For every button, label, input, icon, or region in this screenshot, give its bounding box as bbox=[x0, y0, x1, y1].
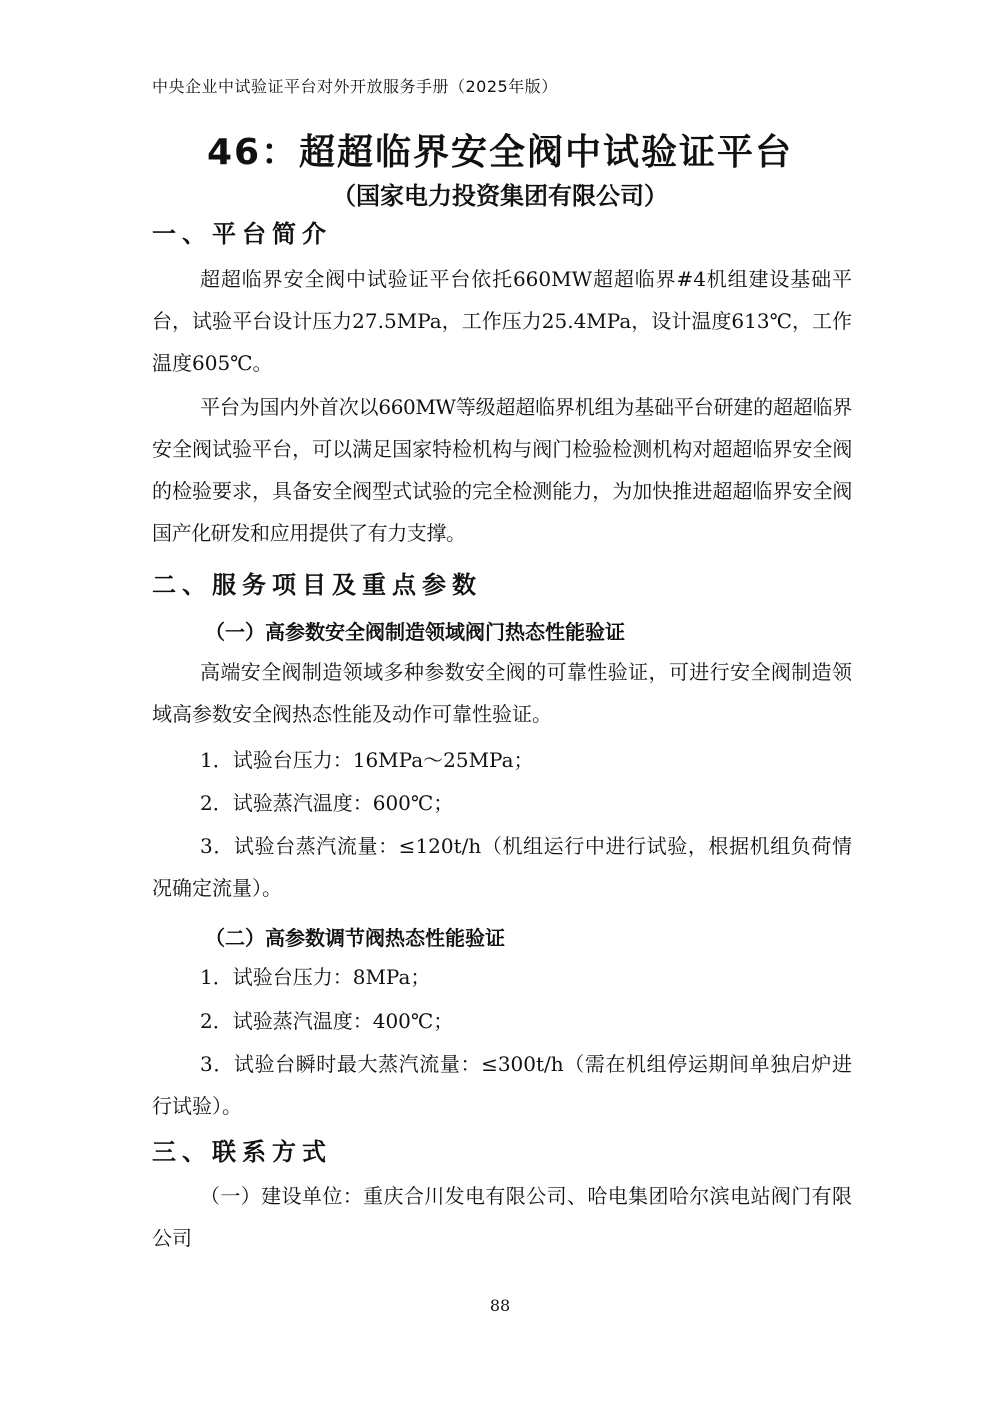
list-item-flow-2: 3．试验台瞬时最大蒸汽流量：≤300t/h（需在机组停运期间单独启炉进行试验）。 bbox=[152, 1052, 852, 1118]
page-subtitle: （国家电力投资集团有限公司） bbox=[332, 182, 668, 210]
paragraph-safety-valve-intro: 高端安全阀制造领域多种参数安全阀的可靠性验证，可进行安全阀制造领域高参数安全阀热态性能及动作可靠性验证。 bbox=[152, 660, 852, 726]
page-title: 46：超超临界安全阀中试验证平台 bbox=[206, 132, 794, 173]
paragraph-platform-basis: 超超临界安全阀中试验证平台依托660MW超超临界#4机组建设基础平台，试验平台设计压力27.5MPa，工作压力25.4MPa，设计温度613℃，工作温度605℃。 bbox=[152, 267, 852, 375]
page-number: 88 bbox=[489, 1296, 511, 1315]
subsection-heading-safety-valve: （一）高参数安全阀制造领域阀门热态性能验证 bbox=[205, 620, 625, 644]
list-item-temperature: 2．试验蒸汽温度：600℃； bbox=[200, 791, 454, 815]
list-item-flow: 3．试验台蒸汽流量：≤120t/h（机组运行中进行试验，根据机组负荷情况确定流量）。 bbox=[152, 834, 852, 900]
list-item-pressure: 1．试验台压力：16MPa～25MPa； bbox=[200, 748, 534, 772]
running-header: 中央企业中试验证平台对外开放服务手册（2025年版） bbox=[152, 77, 558, 96]
list-item-temperature-2: 2．试验蒸汽温度：400℃； bbox=[200, 1009, 454, 1033]
section-heading-platform-intro: 一、平台简介 bbox=[152, 220, 332, 248]
list-item-pressure-2: 1．试验台压力：8MPa； bbox=[200, 965, 431, 989]
subsection-heading-control-valve: （二）高参数调节阀热态性能验证 bbox=[205, 926, 505, 950]
section-heading-services: 二、服务项目及重点参数 bbox=[152, 571, 482, 599]
section-heading-contact: 三、联系方式 bbox=[152, 1138, 332, 1166]
paragraph-construction-unit: （一）建设单位：重庆合川发电有限公司、哈电集团哈尔滨电站阀门有限公司 bbox=[152, 1184, 852, 1250]
paragraph-platform-capability: 平台为国内外首次以660MW等级超超临界机组为基础平台研建的超超临界安全阀试验平台，可以满足国家特检机构与阀门检验检测机构对超超临界安全阀的检验要求，具备安全阀型式试验的完全检测能力，为加快推进超超临界安全阀国产化研发和应用提供了有力支撑。 bbox=[152, 395, 852, 545]
